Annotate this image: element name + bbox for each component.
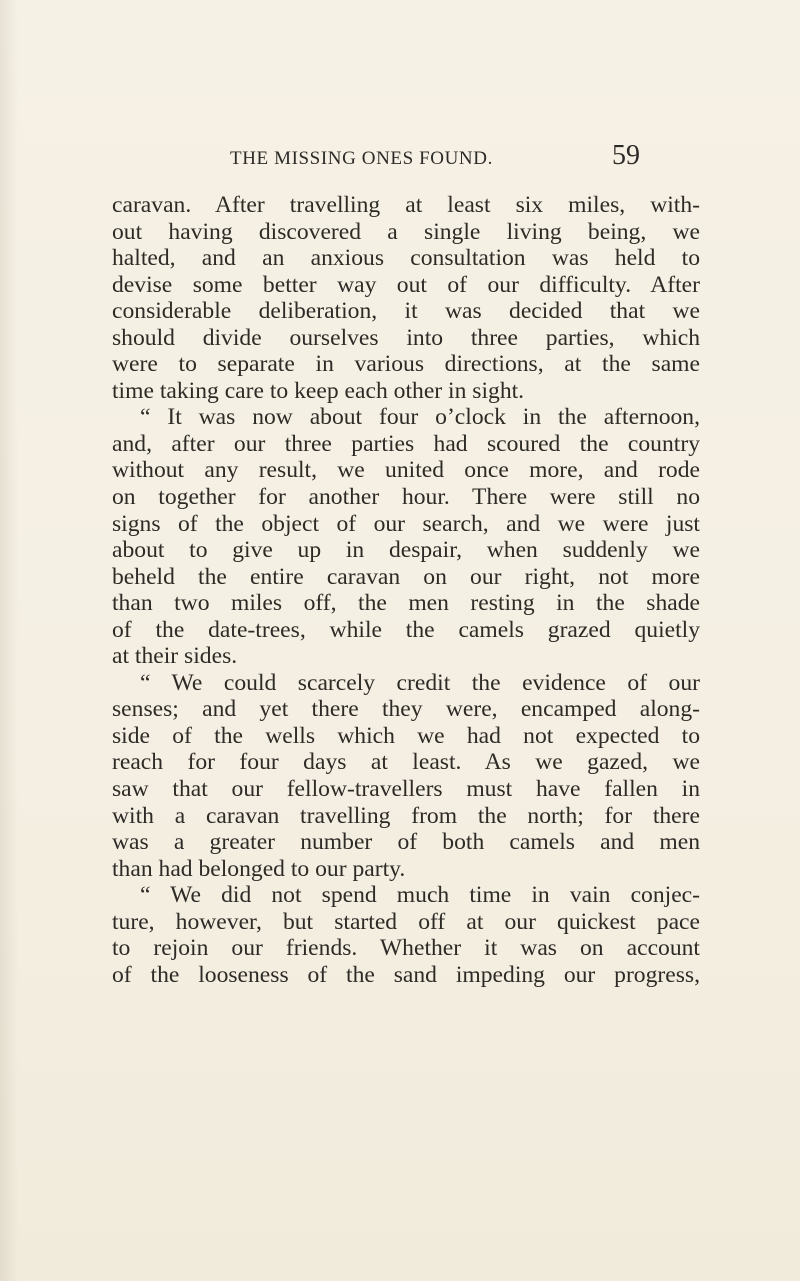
text-line: of the date-trees, while the camels grazed quietly — [112, 616, 700, 643]
text-line: than had belonged to our party. — [112, 855, 406, 882]
text-line: reach for four days at least. As we gazed, we — [112, 749, 700, 776]
running-head: THE MISSING ONES FOUND. — [230, 148, 493, 169]
text-line: “ It was now about four o’clock in the afternoon, — [140, 404, 700, 431]
page-header — [230, 140, 640, 178]
page-number: 59 — [612, 140, 640, 171]
text-line: with a caravan travelling from the north; for there — [112, 802, 700, 829]
body-text — [112, 192, 700, 988]
text-line: on together for another hour. There were still no — [112, 484, 700, 511]
text-line: to rejoin our friends. Whether it was on account — [112, 935, 700, 962]
text-line: of the looseness of the sand impeding our progress, — [112, 961, 700, 988]
text-line: than two miles off, the men resting in the shade — [112, 590, 700, 617]
text-line: and, after our three parties had scoured the country — [112, 430, 700, 457]
text-line: saw that our fellow-travellers must have fallen in — [112, 776, 700, 803]
text-line: “ We did not spend much time in vain conjec- — [140, 882, 700, 909]
text-line: devise some better way out of our difficulty. After — [112, 271, 700, 298]
text-line: about to give up in despair, when suddenly we — [112, 537, 700, 564]
text-line: ture, however, but started off at our quickest pace — [112, 908, 700, 935]
text-line: out having discovered a single living being, we — [112, 218, 700, 245]
text-line: were to separate in various directions, at the same — [112, 351, 700, 378]
text-line: at their sides. — [112, 643, 238, 670]
text-line: should divide ourselves into three parties, which — [112, 324, 700, 351]
text-line: senses; and yet there they were, encamped along- — [112, 696, 700, 723]
text-line: caravan. After travelling at least six miles, with- — [112, 192, 700, 218]
text-line: time taking care to keep each other in sight. — [112, 377, 525, 404]
text-line: “ We could scarcely credit the evidence of our — [140, 669, 700, 696]
text-line: beheld the entire caravan on our right, not more — [112, 563, 700, 590]
text-line: signs of the object of our search, and we were just — [112, 510, 700, 537]
text-line: side of the wells which we had not expected to — [112, 722, 700, 749]
text-line: considerable deliberation, it was decided that we — [112, 298, 700, 325]
page-gutter-shade — [0, 0, 18, 1281]
text-line: was a greater number of both camels and men — [112, 829, 700, 856]
text-line: halted, and an anxious consultation was held to — [112, 245, 700, 272]
text-line: without any result, we united once more, and rode — [112, 457, 700, 484]
